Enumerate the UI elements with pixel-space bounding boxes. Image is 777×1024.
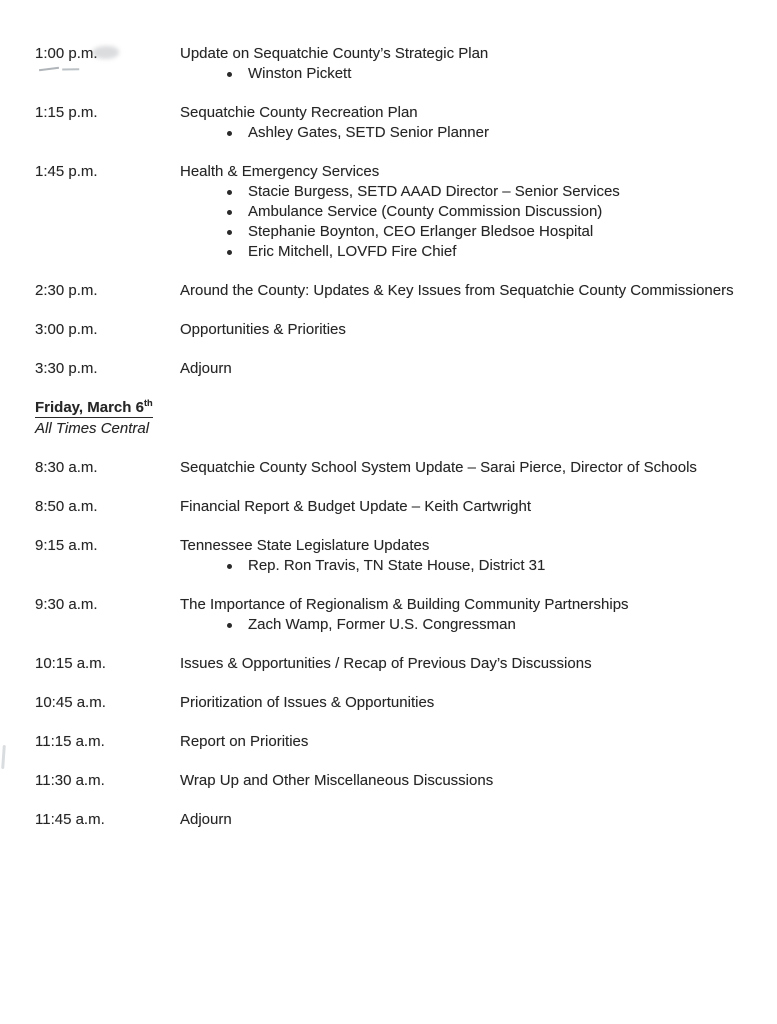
entry-speakers <box>180 556 747 576</box>
agenda-entry <box>35 810 747 830</box>
entry-time-text: 3:00 p.m. <box>35 321 98 338</box>
entry-title: Sequatchie County Recreation Plan <box>180 104 418 121</box>
entry-time <box>35 320 180 340</box>
ordinal-superscript: th <box>143 398 153 408</box>
entry-speakers <box>180 615 747 635</box>
entry-content <box>180 162 747 262</box>
agenda-session-friday <box>35 458 747 830</box>
day2-subtitle: All Times Central <box>35 420 150 437</box>
entry-time-text: 2:30 p.m. <box>35 282 98 299</box>
entry-time-text: 9:30 a.m. <box>35 596 98 613</box>
entry-time <box>35 536 180 576</box>
entry-time <box>35 359 180 379</box>
entry-content <box>180 497 747 517</box>
entry-title: Issues & Opportunities / Recap of Previous Day’s Discussions <box>180 655 592 672</box>
entry-time-text: 11:15 a.m. <box>35 733 105 750</box>
entry-time <box>35 732 180 752</box>
agenda-entry <box>35 320 747 340</box>
entry-content <box>180 103 747 143</box>
agenda-entry <box>35 654 747 674</box>
agenda-entry <box>35 693 747 713</box>
agenda-entry <box>35 458 747 478</box>
agenda-entry <box>35 771 747 791</box>
entry-time <box>35 281 180 301</box>
entry-title: Adjourn <box>180 811 232 828</box>
entry-time-text: 10:15 a.m. <box>35 655 106 672</box>
entry-time-text: 9:15 a.m. <box>35 537 98 554</box>
pen-mark-artifact <box>39 67 59 71</box>
agenda-entry <box>35 595 747 635</box>
entry-speakers <box>180 64 747 84</box>
entry-time-text: 8:30 a.m. <box>35 459 98 476</box>
agenda-entry <box>35 536 747 576</box>
agenda-entry <box>35 103 747 143</box>
entry-time <box>35 44 180 84</box>
entry-title: Health & Emergency Services <box>180 163 380 180</box>
entry-time-text: 1:00 p.m. <box>35 45 98 62</box>
entry-content <box>180 281 747 301</box>
day2-date-text: Friday, March 6 <box>35 399 144 416</box>
agenda-entry <box>35 497 747 517</box>
speaker-item: Ambulance Service (County Commission Discussion) <box>180 202 747 222</box>
entry-content <box>180 693 747 713</box>
entry-time <box>35 497 180 517</box>
entry-time-text: 11:45 a.m. <box>35 811 105 828</box>
speaker-item: Ashley Gates, SETD Senior Planner <box>180 123 747 143</box>
agenda-entry <box>35 359 747 379</box>
entry-time <box>35 810 180 830</box>
speaker-item: Zach Wamp, Former U.S. Congressman <box>180 615 747 635</box>
entry-title: Update on Sequatchie County’s Strategic Plan <box>180 45 489 62</box>
agenda-entry <box>35 732 747 752</box>
agenda-entry <box>35 162 747 262</box>
entry-time-text: 11:30 a.m. <box>35 772 105 789</box>
entry-content <box>180 810 747 830</box>
day2-date <box>35 399 153 418</box>
entry-time <box>35 458 180 478</box>
entry-time <box>35 162 180 262</box>
entry-time-text: 3:30 p.m. <box>35 360 98 377</box>
entry-content <box>180 536 747 576</box>
speaker-item: Eric Mitchell, LOVFD Fire Chief <box>180 242 747 262</box>
entry-content <box>180 458 747 478</box>
entry-speakers <box>180 182 747 262</box>
entry-time-text: 10:45 a.m. <box>35 694 106 711</box>
entry-content <box>180 654 747 674</box>
entry-time <box>35 771 180 791</box>
entry-speakers <box>180 123 747 143</box>
scan-artifact <box>1 745 6 769</box>
entry-title: Financial Report & Budget Update – Keith Cartwright <box>180 498 532 515</box>
entry-time-text: 1:45 p.m. <box>35 163 98 180</box>
entry-content <box>180 595 747 635</box>
agenda-entry <box>35 44 747 84</box>
entry-content <box>180 771 747 791</box>
entry-time <box>35 595 180 635</box>
entry-time-text: 1:15 p.m. <box>35 104 98 121</box>
entry-time <box>35 103 180 143</box>
speaker-item: Rep. Ron Travis, TN State House, District 31 <box>180 556 747 576</box>
entry-content <box>180 732 747 752</box>
agenda-entry <box>35 281 747 301</box>
entry-title: Tennessee State Legislature Updates <box>180 537 430 554</box>
entry-time-text: 8:50 a.m. <box>35 498 98 515</box>
entry-title: Adjourn <box>180 360 232 377</box>
entry-content <box>180 320 747 340</box>
entry-title: Opportunities & Priorities <box>180 321 346 338</box>
entry-time <box>35 654 180 674</box>
entry-time <box>35 693 180 713</box>
speaker-item: Stacie Burgess, SETD AAAD Director – Senior Services <box>180 182 747 202</box>
entry-title: The Importance of Regionalism & Building Community Partnerships <box>180 596 629 613</box>
entry-content <box>180 44 747 84</box>
entry-title: Around the County: Updates & Key Issues from Sequatchie County Commissioners <box>180 282 734 299</box>
entry-title: Sequatchie County School System Update – Sarai Pierce, Director of Schools <box>180 459 697 476</box>
entry-content <box>180 359 747 379</box>
agenda-session-thursday <box>35 44 747 379</box>
day2-title <box>35 398 747 418</box>
speaker-item: Winston Pickett <box>180 64 747 84</box>
day2-heading <box>35 398 747 439</box>
entry-title: Prioritization of Issues & Opportunities <box>180 694 435 711</box>
entry-title: Wrap Up and Other Miscellaneous Discussions <box>180 772 494 789</box>
speaker-item: Stephanie Boynton, CEO Erlanger Bledsoe Hospital <box>180 222 747 242</box>
entry-title: Report on Priorities <box>180 733 309 750</box>
